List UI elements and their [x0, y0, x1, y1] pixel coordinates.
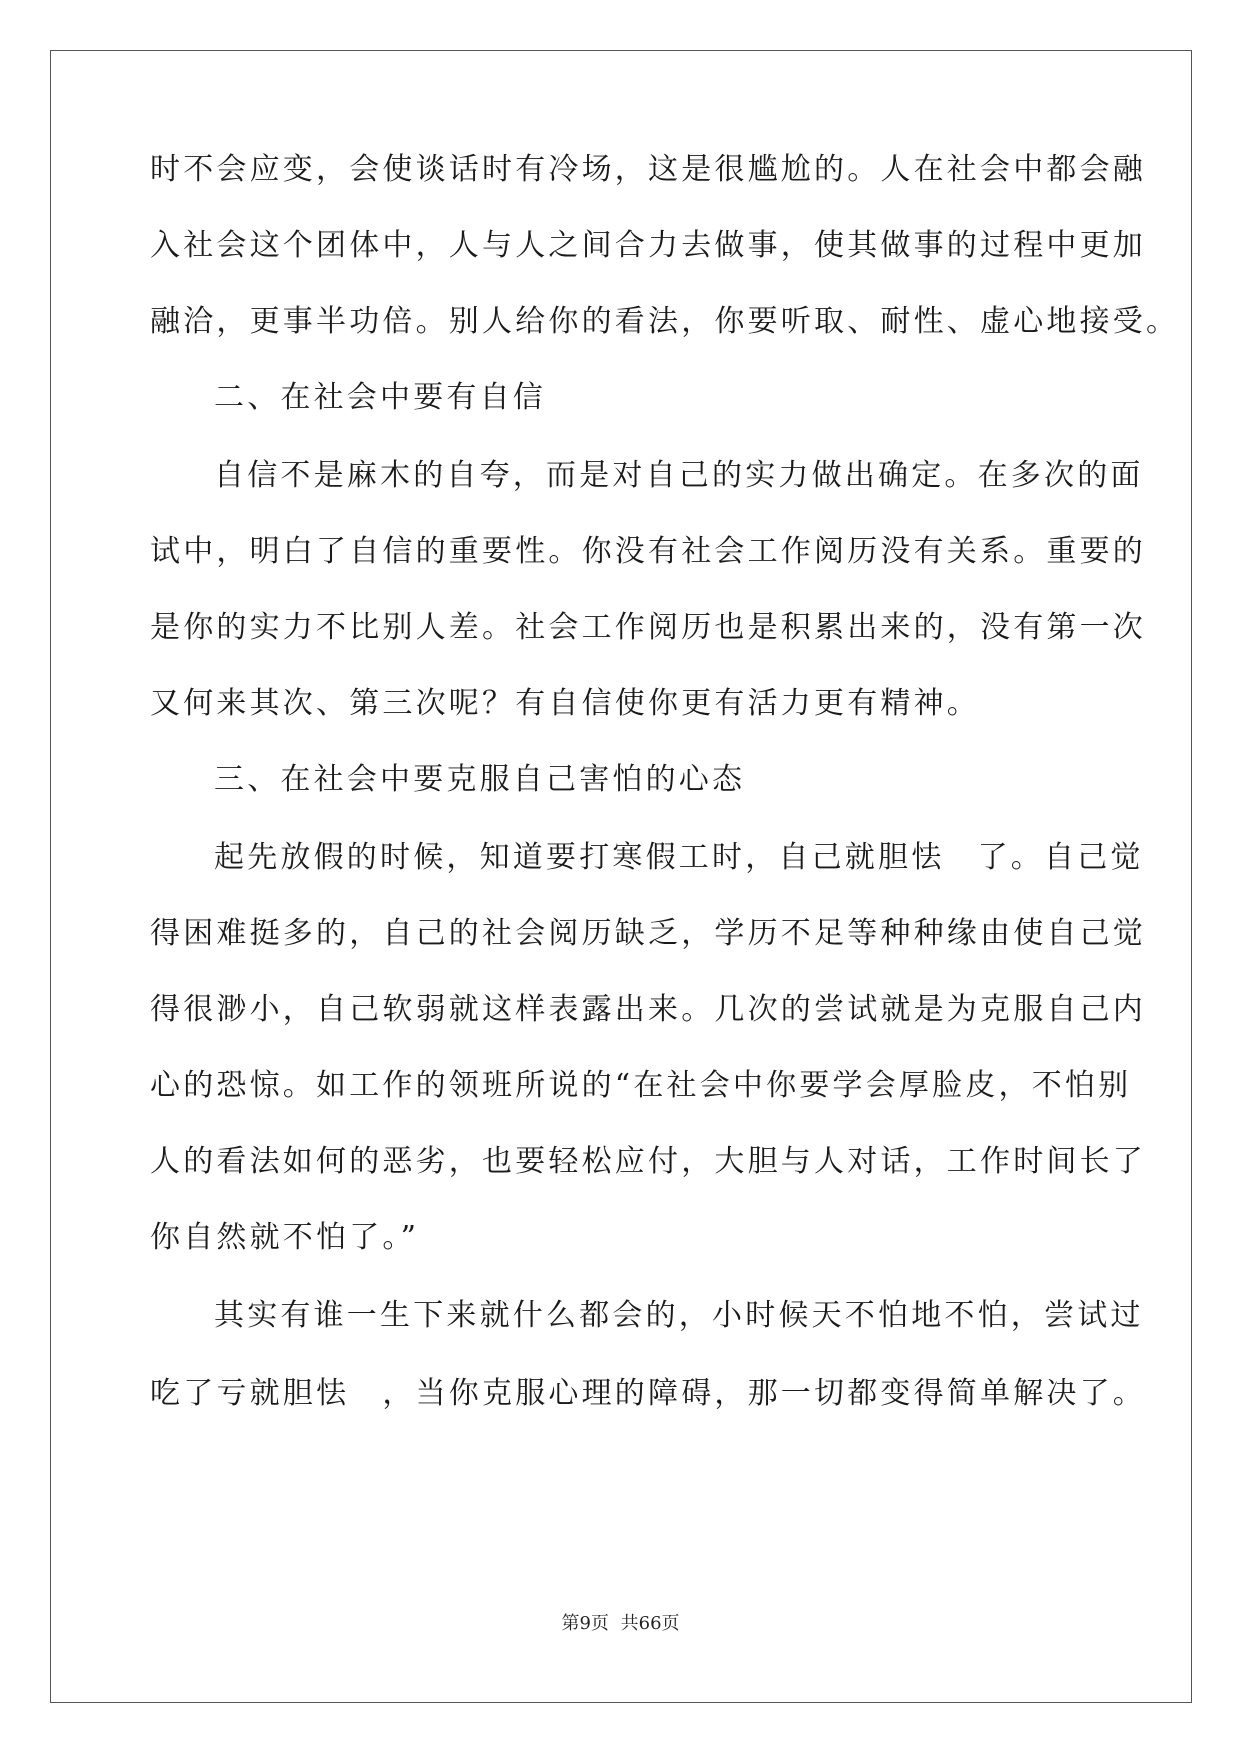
- text-line: 人的看法如何的恶劣，也要轻松应付，大胆与人对话，工作时间长了: [150, 1144, 1146, 1179]
- text-line: 又何来其次、第三次呢？有自信使你更有活力更有精神。: [150, 686, 980, 721]
- text-line: 你自然就不怕了。”: [150, 1220, 420, 1255]
- section-heading: 三、在社会中要克服自己害怕的心态: [214, 762, 746, 797]
- page-total: 共66页: [620, 1613, 680, 1634]
- text-line: 自信不是麻木的自夸，而是对自己的实力做出确定。在多次的面: [214, 458, 1144, 493]
- page-footer: [0, 1612, 1241, 1636]
- text-line: 得困难挺多的，自己的社会阅历缺乏，学历不足等种种缘由使自己觉: [150, 916, 1146, 951]
- text-line: 吃了亏就胆怯 ，当你克服心理的障碍，那一切都变得简单解决了。: [150, 1376, 1146, 1411]
- text-line: 入社会这个团体中，人与人之间合力去做事，使其做事的过程中更加: [150, 228, 1146, 263]
- text-line: 得很渺小，自己软弱就这样表露出来。几次的尝试就是为克服自己内: [150, 992, 1146, 1027]
- text-line: 起先放假的时候，知道要打寒假工时，自己就胆怯 了。自己觉: [214, 840, 1144, 875]
- text-line: 试中，明白了自信的重要性。你没有社会工作阅历没有关系。重要的: [150, 534, 1146, 569]
- section-heading: 二、在社会中要有自信: [214, 380, 546, 415]
- text-line: 融洽，更事半功倍。别人给你的看法，你要听取、耐性、虚心地接受。: [150, 304, 1180, 339]
- text-line: 心的恐惊。如工作的领班所说的“在社会中你要学会厚脸皮，不怕别: [150, 1068, 1132, 1103]
- text-line: 其实有谁一生下来就什么都会的，小时候天不怕地不怕，尝试过: [214, 1298, 1144, 1333]
- text-line: 时不会应变，会使谈话时有冷场，这是很尴尬的。人在社会中都会融: [150, 152, 1146, 187]
- text-line: 是你的实力不比别人差。社会工作阅历也是积累出来的，没有第一次: [150, 610, 1146, 645]
- page-number: 第9页: [561, 1613, 609, 1634]
